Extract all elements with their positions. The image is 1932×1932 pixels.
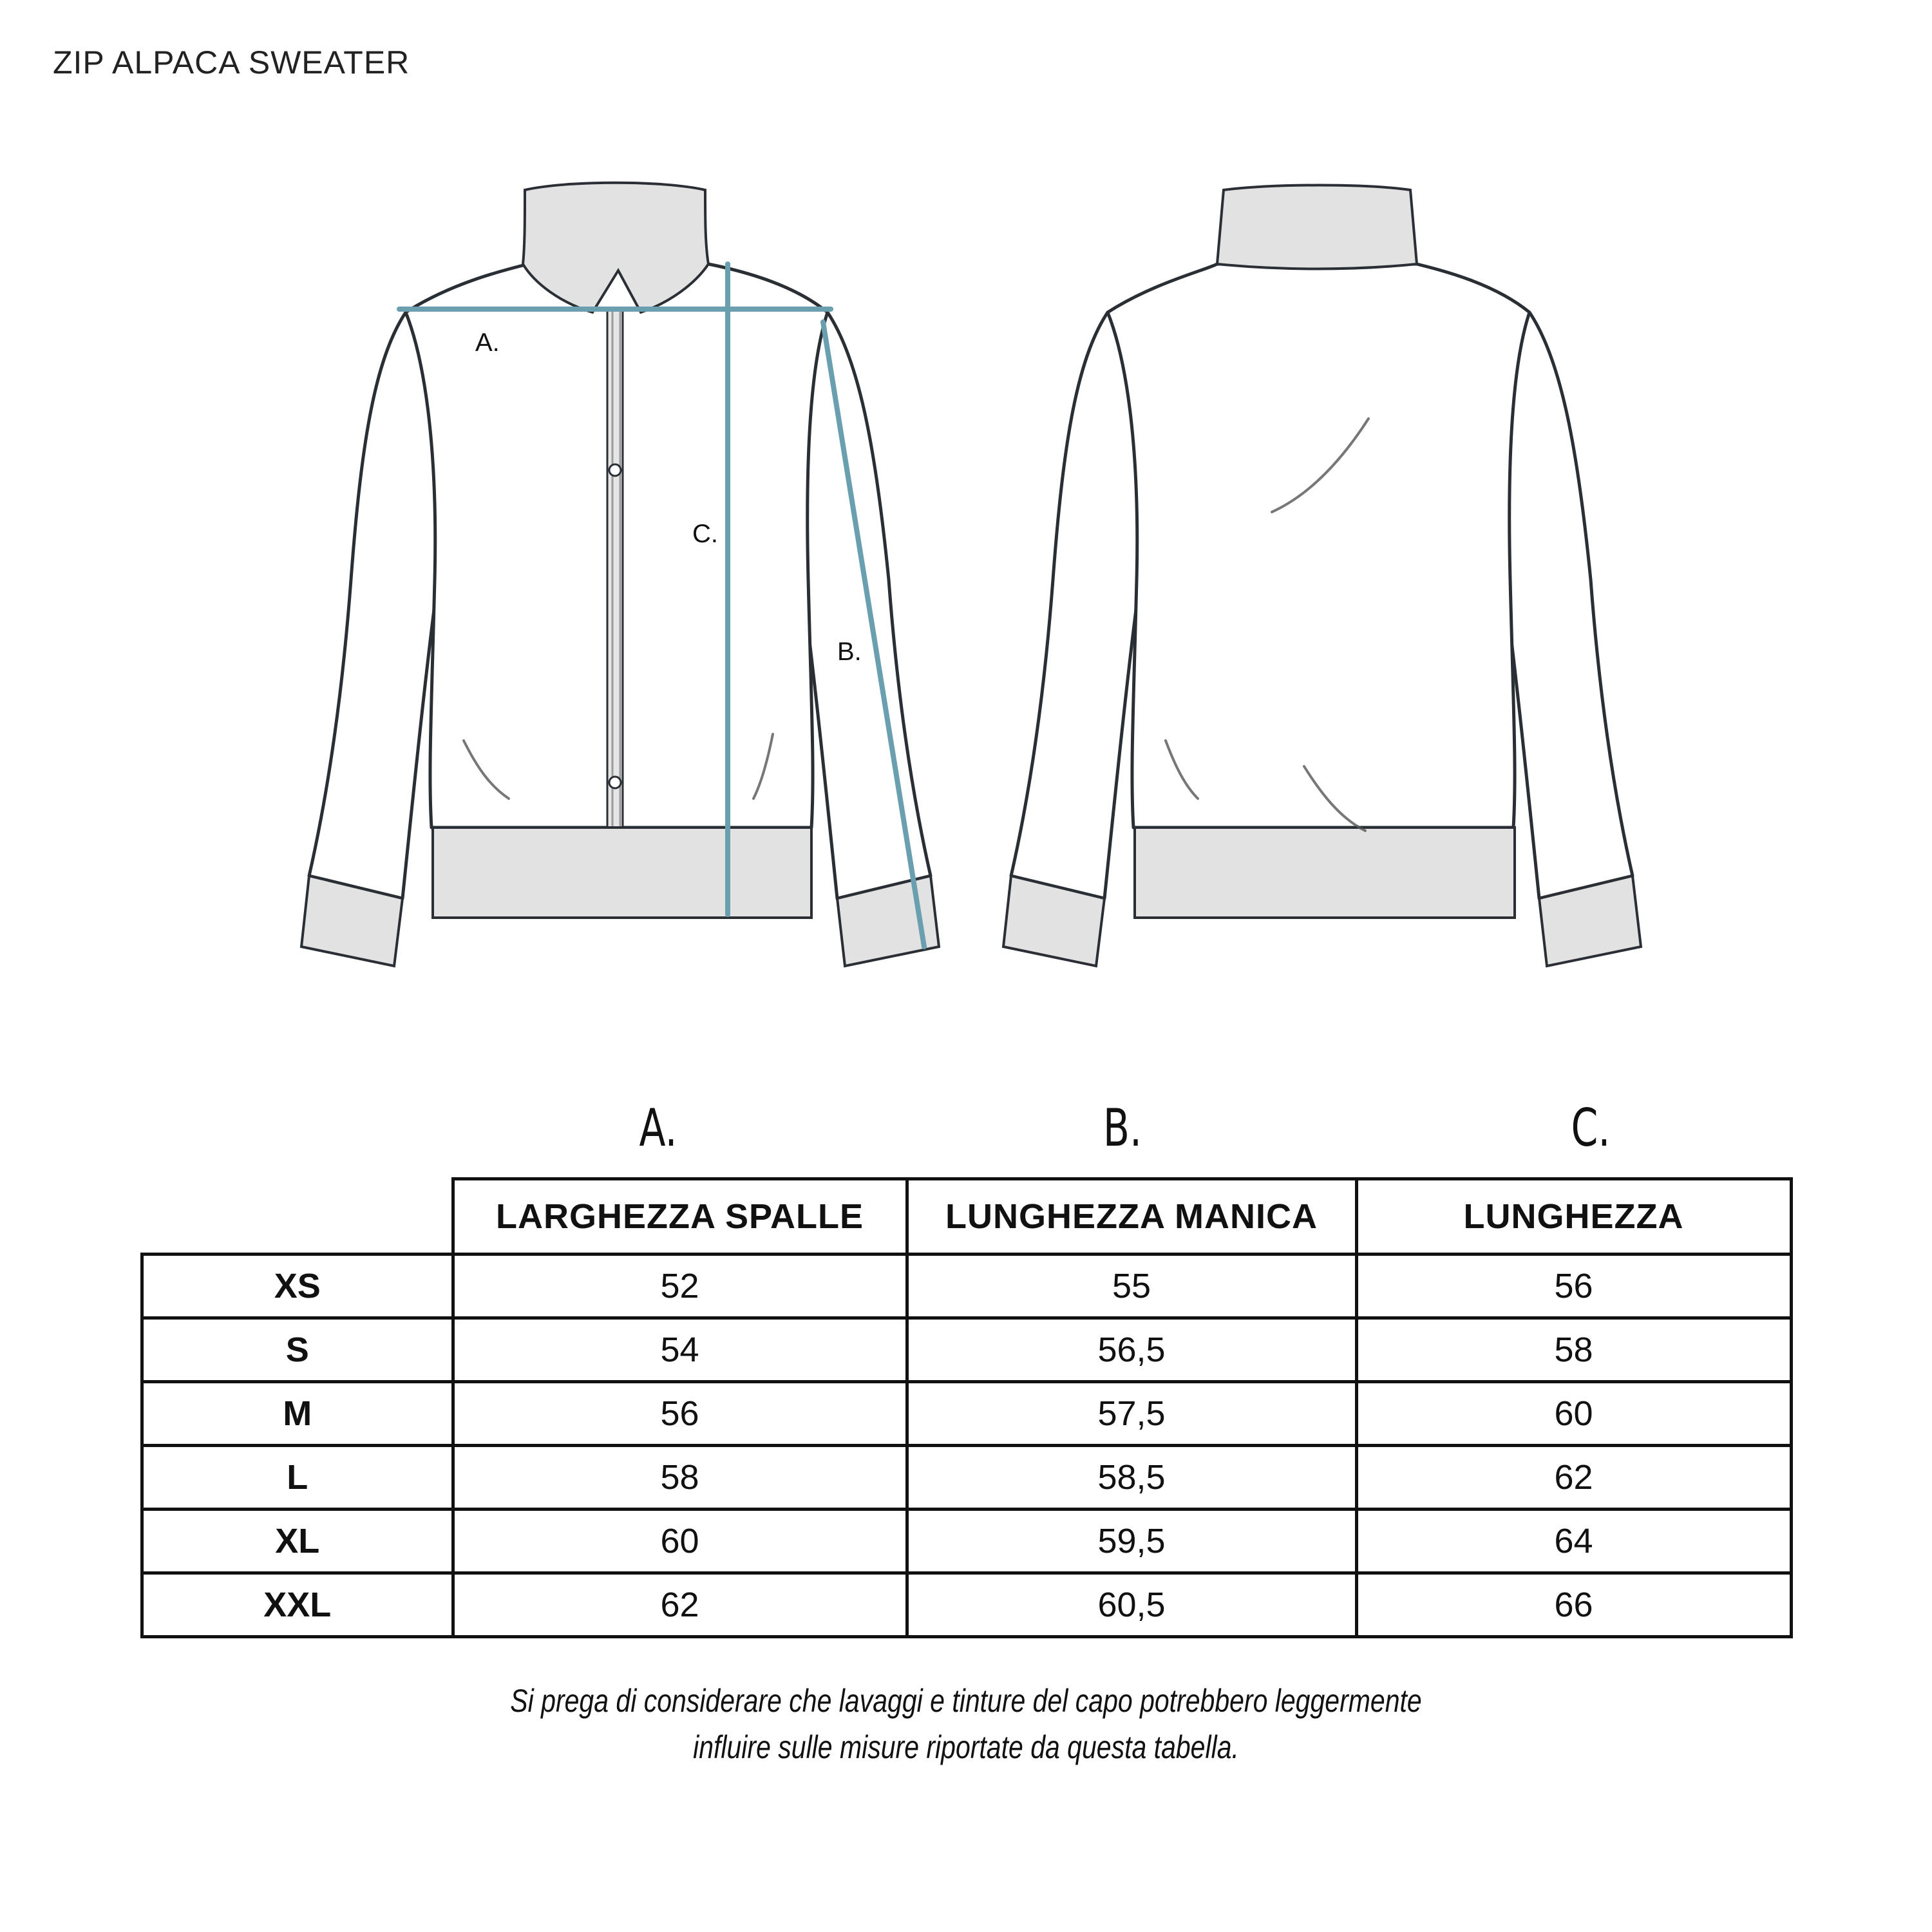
disclaimer-line-1: Si prega di considerare che lavaggi e tinture del capo potrebbero leggermente bbox=[510, 1683, 1422, 1719]
front-view bbox=[301, 183, 939, 966]
disclaimer-note bbox=[332, 1678, 1600, 1770]
size-label: S bbox=[142, 1318, 453, 1382]
table-cell: 54 bbox=[453, 1318, 907, 1382]
table-cell: 62 bbox=[1356, 1446, 1791, 1510]
table-cell: 60,5 bbox=[907, 1573, 1356, 1637]
column-letter-a: A. bbox=[639, 1098, 677, 1158]
table-cell: 55 bbox=[907, 1255, 1356, 1318]
product-title: ZIP ALPACA SWEATER bbox=[53, 44, 410, 80]
label-c: C. bbox=[692, 520, 718, 548]
back-hem bbox=[1135, 828, 1515, 918]
table-cell: 56,5 bbox=[907, 1318, 1356, 1382]
table-cell: 58,5 bbox=[907, 1446, 1356, 1510]
table-cell: 56 bbox=[1356, 1255, 1791, 1318]
table-row bbox=[142, 1382, 1792, 1446]
table-header-row bbox=[142, 1179, 1792, 1255]
table-cell: 66 bbox=[1356, 1573, 1791, 1637]
size-label: XS bbox=[142, 1255, 453, 1318]
header-larghezza-spalle: LARGHEZZA SPALLE bbox=[453, 1179, 907, 1255]
back-body bbox=[1108, 264, 1530, 828]
header-lunghezza: LUNGHEZZA bbox=[1356, 1179, 1791, 1255]
table-cell: 56 bbox=[453, 1382, 907, 1446]
label-b: B. bbox=[837, 638, 862, 666]
size-label: XL bbox=[142, 1510, 453, 1573]
size-label: L bbox=[142, 1446, 453, 1510]
back-right-sleeve bbox=[1495, 312, 1633, 898]
size-label: XXL bbox=[142, 1573, 453, 1637]
front-hem bbox=[433, 828, 811, 918]
size-label: M bbox=[142, 1382, 453, 1446]
header-lunghezza-manica: LUNGHEZZA MANICA bbox=[907, 1179, 1356, 1255]
table-row bbox=[142, 1573, 1792, 1637]
back-collar bbox=[1217, 185, 1417, 269]
table-row bbox=[142, 1446, 1792, 1510]
table-cell: 58 bbox=[1356, 1318, 1791, 1382]
table-cell: 64 bbox=[1356, 1510, 1791, 1573]
header-blank-cell bbox=[142, 1179, 453, 1255]
table-cell: 59,5 bbox=[907, 1510, 1356, 1573]
table-row bbox=[142, 1510, 1792, 1573]
zipper bbox=[607, 309, 623, 831]
size-table bbox=[140, 1177, 1793, 1638]
disclaimer-line-2: influire sulle misure riportate da questa tabella. bbox=[693, 1729, 1239, 1765]
table-cell: 62 bbox=[453, 1573, 907, 1637]
column-letter-b: B. bbox=[1103, 1098, 1142, 1158]
front-right-sleeve bbox=[793, 312, 931, 898]
table-row bbox=[142, 1255, 1792, 1318]
column-letter-c: C. bbox=[1571, 1098, 1611, 1158]
table-cell: 60 bbox=[1356, 1382, 1791, 1446]
label-a: A. bbox=[475, 328, 500, 357]
table-cell: 52 bbox=[453, 1255, 907, 1318]
table-cell: 57,5 bbox=[907, 1382, 1356, 1446]
table-row bbox=[142, 1318, 1792, 1382]
table-cell: 58 bbox=[453, 1446, 907, 1510]
back-view bbox=[1003, 185, 1641, 967]
table-cell: 60 bbox=[453, 1510, 907, 1573]
